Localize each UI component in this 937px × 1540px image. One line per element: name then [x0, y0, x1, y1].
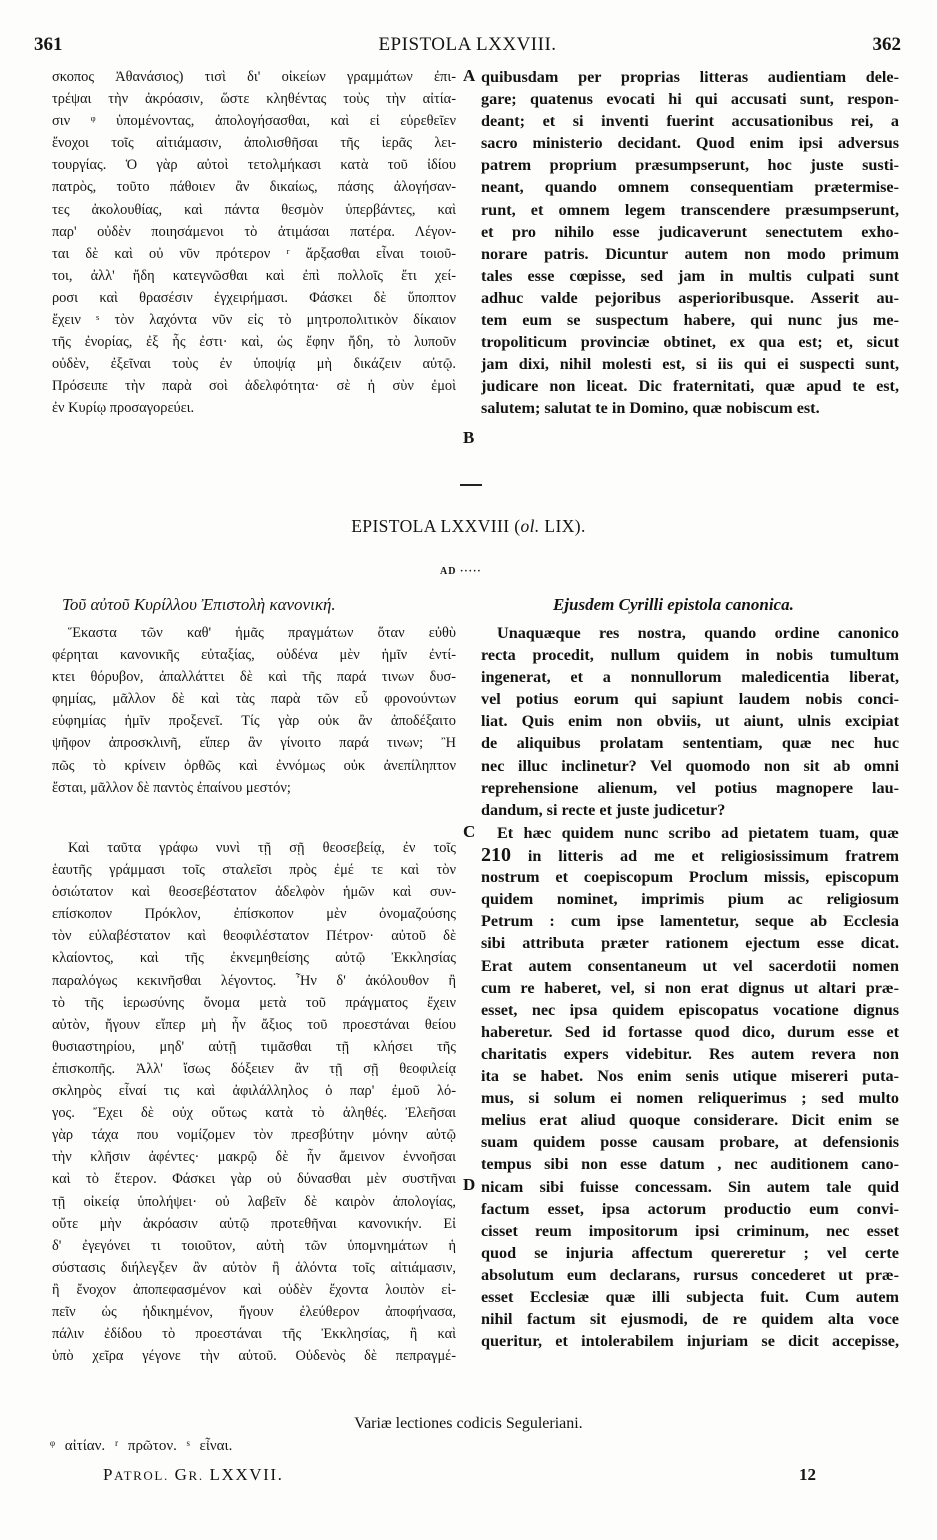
text-line: de aliquibus prolatam sententiam, quæ nec huc	[481, 734, 899, 753]
text-line	[481, 844, 899, 866]
text-line: deant; et si inventi fuerint accusationibus rei, a	[481, 112, 899, 131]
text-line: ita se habet. Nos enim senis utique misereri puta-	[481, 1067, 899, 1086]
text-line: salutem; salutat te in Domino, quæ nobiscum est.	[481, 399, 820, 418]
text-line: suam quidem posse causam probare, at defensionis	[481, 1133, 899, 1152]
text-line: εὐφημίας ἡμῖν προξενεῖ. Τίς γὰρ οὐκ ἂν ἀποδέξαιτο	[52, 713, 456, 730]
text-line: φέρηται κανονικῆς εὐταξίας, οὐδένα μὲν ἡμῖν ἐντί-	[52, 647, 456, 664]
text-line: ἑαυτῆς γράμμασι τοῖς σταλεῖσι πρὸς ἐμέ τε καὶ τὸν	[52, 862, 456, 879]
text-line: παραλόγως κεκινῆσθαι λέγοντος. Ἦν δ' ἀκόλουθον ἢ	[52, 972, 456, 989]
text-line: tales esse cœpisse, sed jam in multis culpati sunt	[481, 266, 899, 285]
text-line: σκληρὸς εἶναί τις καὶ ἀφιλάλληλος ὁ παρ' ἐμοῦ λό-	[52, 1083, 456, 1100]
text-line: πάλιν ἐδίδου τὸ προεστάναι τῆς Ἐκκλησίας, ἢ καὶ	[52, 1326, 456, 1343]
variant-readings-heading: Variæ lectiones codicis Seguleriani.	[354, 1415, 583, 1432]
text-line: liat. Quis enim non obviis, ut aiunt, ulnis excipiat	[481, 712, 899, 731]
footer-patrol-initial: P	[103, 1465, 115, 1484]
text-line: sacro ministerio decidant. Quod enim ipsi adversus	[481, 134, 899, 153]
footer-gr-initial: G	[168, 1465, 189, 1484]
text-line: σύστασις διήλεγξεν ἂν αὐτὸν ἢ ἁλόντα τοῖς αἰτιάμασιν,	[52, 1259, 456, 1276]
text-line: reprehensione alienum, vel potius magnopere lau-	[481, 778, 899, 797]
text-line: nihil factum sit ejusmodi, de re quidem alta voce	[481, 1310, 899, 1329]
text-line: ἔνοχοι τοῖς αἰτιάμασιν, ἀπολισθῆσαι τῆς ἱερᾶς λει-	[52, 135, 456, 152]
margin-marker-d: D	[463, 1175, 476, 1194]
text-line: φημίας, μᾶλλον δὲ καὶ τὰς παρὰ τῶν εὖ φρονούντων	[52, 691, 456, 708]
title-ol: ol.	[520, 516, 540, 536]
text-line: επίσκοπον Πρόκλον, ἐπίσκοπον μὲν ὀνομαζούσης	[52, 906, 456, 923]
text-line: γὰρ τάχα που νομίζομεν τὸν πρεσβύτην μόνην αὐτῷ	[52, 1127, 456, 1144]
text-line: αὐτὸν, ἤγουν εἴπερ μὴ ἦν ἄξιος τοῦ προεστάναι θείου	[52, 1016, 456, 1033]
text-line: πῶς τὸ κρίνειν ὀρθῶς καὶ ἐννόμως οὐκ ἀνεπίληπτον	[52, 757, 456, 774]
text-line: ἢ ἔνοχον ἀποπεφασμένον καὶ οὐδὲν ἔχοντα λοιπὸν εἰ-	[52, 1281, 456, 1298]
text-line: haberetur. Sed id fortasse quod dico, durum esse et	[481, 1022, 899, 1041]
text-line: ται δὲ καὶ οὐ νῦν πρότερον ʳ ἄρξασθαι εἶναι τοιοῦ-	[52, 245, 456, 262]
title-rest: LIX).	[539, 516, 586, 536]
text-line: τῆς ἐνορίας, ἐξ ἧς ἐστι· καὶ, ὡς ἔφην ἤδη, τὸ λυποῦν	[52, 334, 456, 351]
top-latin-column	[481, 66, 899, 420]
text-line: τοι, ἀλλ' ἤδη κατεγνῶσθαι καὶ ἐπὶ πολλοῖς ἔτι χεί-	[52, 267, 456, 284]
text-line: jam dixi, nihil molesti est, si iis qui ei suspecti sunt,	[481, 355, 899, 374]
title-main: EPISTOLA LXXVIII (	[351, 516, 521, 536]
text-line: Erat autem consentaneum ut vel sacerdotii nomen	[481, 956, 899, 975]
text-line: κτει θόρυβον, ἀπαλλάττει δὲ καὶ τῆς παρά τινων δυσ-	[52, 669, 456, 686]
text-line: nostrum et coepiscopum Proclum missis, episcopum	[481, 868, 899, 887]
text-line: καὶ τὸ ἕτερον. Φάσκει γὰρ οὐ δύνασθαι μὲν συστῆναι	[52, 1171, 456, 1188]
text-line: runt, et omnem legem transcendere præsumpserunt,	[481, 200, 899, 219]
text-line: esset, nec ipsa quidem episcopatus vocatione dignus	[481, 1000, 899, 1019]
text-line: τῇ οἰκείᾳ ὑπολήψει· οὐ λαβεῖν δὲ καιρὸν ἀπολογίας,	[52, 1193, 456, 1210]
section-divider	[460, 484, 482, 486]
text-line: judicare non liceat. Dic fraternitati, quæ apud te est,	[481, 377, 899, 396]
column-number: 210	[481, 844, 511, 867]
title-ad: AD ·····	[440, 566, 482, 577]
text-line: et pro nihilo esse judicaverunt senectutem exho-	[481, 222, 899, 241]
text-line: Et hæc quidem nunc scribo ad pietatem tuam, quæ	[497, 824, 899, 842]
text-line: Petrum : cum ipse lamentetur, seque ab Ecclesia	[481, 912, 899, 931]
text-line: patrem proprium præsumpserunt, hoc juste susti-	[481, 156, 899, 175]
text-line: charitatis expers videbitur. Res autem revera non	[481, 1044, 899, 1063]
text-line: ὁσιώτατον καὶ θεοσεβέστατον ἀδελφὸν ἡμῶν καὶ συν-	[52, 884, 456, 901]
text-line: τὴν κλῆσιν ἀφέντες· μακρῷ δὲ ἦν ἄμεινον ἐννοῆσαι	[52, 1149, 456, 1166]
text-line: πεῖν ὡς ἠδικημένον, ἤγουν ἐλεύθερον ἀποφήνασα,	[52, 1303, 456, 1320]
text-line: melius erat aliud quoque considerare. Dicit enim se	[481, 1111, 899, 1130]
latin-paragraph-2	[481, 822, 899, 1352]
latin-heading: Ejusdem Cyrilli epistola canonica.	[553, 595, 794, 614]
text-line: τὸν εὐλαβέστατον καὶ θεοφιλέστατον Πέτρον· αὐτοῦ δὲ	[52, 928, 456, 945]
text-line: vel potius eorum qui sapiunt laudem nobis conci-	[481, 690, 899, 709]
text-line: γος. Ἔχει δὲ οὐχ οὕτως κατὰ τὸ ἀληθές. Ἐλεῆσαι	[52, 1105, 456, 1122]
text-line: θυσιαστηρίου, μηδ' αὐτῇ τιμᾶσθαι τῇ κλήσει τῆς	[52, 1038, 456, 1055]
text-line: tempus sibi non esse datum , nec auditionem cano-	[481, 1155, 899, 1174]
footer-gr-rest: R.	[188, 1468, 204, 1483]
text-line: dandum, si recte et juste judicetur?	[481, 800, 726, 819]
text-line: τρέψαι τὴν ἀκρόασιν, ὥστε κληθέντας τοὺς τὴν αἰτία-	[52, 91, 456, 108]
text-line: πατρὸς, τοῦτο πάθοιεν ἂν δικαίως, πάσης ἀλογήσαν-	[52, 179, 456, 196]
epistle-title	[0, 516, 937, 537]
text-line: adhuc valde pejoribus asperioribusque. Asserit au-	[481, 288, 899, 307]
margin-marker-b: B	[463, 428, 475, 447]
text-line: tropoliticum provinciæ obtinet, ex qua est; et, sicut	[481, 333, 899, 352]
footer-volume-number: LXXVII.	[203, 1465, 284, 1484]
text-line: τὸ τῆς ἱερωσύνης ὄνομα μετὰ τοῦ πράγματος ἔχειν	[52, 994, 456, 1011]
text-line: cum re haberet, vel, si non erat dignus ut altari præ-	[481, 978, 899, 997]
text-line: quibusdam per proprias litteras audientiam dele-	[481, 68, 899, 86]
text-line: sibi attributa præter rationem ejectum esse dicat.	[481, 934, 899, 953]
margin-marker-c: C	[463, 822, 476, 841]
page-number-right: 362	[872, 34, 901, 55]
text-line: οὔτε μὴν ἀκρόασιν αὐτῷ προτεθῆναι κανονικήν. Εἰ	[52, 1215, 456, 1232]
footer-patrol-rest: ATROL.	[114, 1468, 169, 1483]
signature-mark: 12	[799, 1465, 816, 1484]
text-line: neant, quando omnem consequentiam prætermise-	[481, 178, 899, 197]
text-line: ὑπὸ χεῖρα γέγονε τὴν αὐτοῦ. Οὐδενὸς δὲ πεπραγμέ-	[52, 1348, 456, 1365]
text-line: nec illuc inclinetur? Vel quomodo non sit ab omni	[481, 756, 899, 775]
text-line: norare patris. Dicuntur autem non modo primum	[481, 244, 899, 263]
text-line: οὐδὲν, ἐξεῖναι τοὺς ἐν ὑποψίᾳ μὴ δικάζειν αὐτῷ.	[52, 356, 456, 373]
greek-paragraph-2	[52, 837, 456, 1367]
text-line-rest: in litteris ad me et religiosissimum fratrem	[511, 847, 899, 866]
text-line: ἔσται, μᾶλλον δὲ παντὸς ἐπαίνου μεστόν;	[52, 779, 291, 796]
text-line: quidem nominet, imprimis pium ac religiosum	[481, 890, 899, 909]
text-line: quod se injuria affectum quereretur ; vel certe	[481, 1243, 899, 1262]
text-line: σκοπος Ἀθανάσιος) τισὶ δι' οἰκείων γραμμάτων ἐπι-	[52, 69, 456, 85]
text-line: ingenerat, et a nonnullorum maledicentia liberat,	[481, 668, 899, 687]
text-line: Πρόσειπε τὴν παρὰ σοὶ ἀδελφότητα· σὲ ἡ σὺν ἐμοὶ	[52, 378, 456, 395]
text-line: tem eum se suspectum habere, qui nunc jus me-	[481, 311, 899, 330]
text-line: Unaquæque res nostra, quando ordine canonico	[497, 624, 899, 642]
text-line: mus, si solum ei nomen reliquerimus ; sed multo	[481, 1089, 899, 1108]
variant-readings: ᵠ αἰτίαν. ʳ πρῶτον. ˢ εἶναι.	[50, 1438, 233, 1454]
text-line: σιν ᵠ ὑπομένοντας, ἀπολογήσασθαι, καὶ εἰ εὑρεθεῖεν	[52, 113, 456, 130]
running-header	[34, 34, 901, 60]
text-line: κλαίοντος, καὶ τῆς ἐκνεμηθείσης αὐτῷ Ἐκκλησίας	[52, 950, 456, 967]
text-line: τουργίας. Ὁ γὰρ αὐτοὶ τετολμήκασι κατὰ τοῦ ἰδίου	[52, 157, 456, 174]
running-title: EPISTOLA LXXVIII.	[378, 34, 557, 55]
text-line: esset Ecclesiæ quæ illi subjecta fuit. Cum autem	[481, 1287, 899, 1306]
text-line: ροσι καὶ θρασέσιν ἐγχειρήμασι. Φάσκει δὲ ὕποπτον	[52, 289, 456, 306]
footer-volume	[103, 1465, 284, 1485]
greek-paragraph-1	[52, 622, 456, 799]
greek-heading: Τοῦ αὐτοῦ Κυρίλλου Ἐπιστολὴ κανονική.	[62, 595, 336, 614]
text-line: δ' ἐγεγόνει τι τοιοῦτον, αὐτὴ τῶν ὑπομνημάτων ἡ	[52, 1237, 456, 1254]
latin-paragraph-1	[481, 622, 899, 821]
page-number-left: 361	[34, 34, 63, 55]
margin-marker-a: A	[463, 66, 476, 85]
text-line: ψῆφον ἀπροσκλινῆ, εἴπερ ἂν γίνοιτο παρά τινων; Ἢ	[52, 735, 456, 752]
text-line: ἐν Κυρίῳ προσαγορεύει.	[52, 400, 195, 417]
text-line: gare; quatenus evocati hi qui accusati sunt, respon-	[481, 90, 899, 109]
text-line: absolutum eum declarans, rursus concederet ut præ-	[481, 1265, 899, 1284]
text-line: τες ἀκολουθίας, καὶ πάντα θεσμὸν ὑπερβάντες, καὶ	[52, 201, 456, 218]
text-line: παρ' οὐδὲν ποιησάμενοι τὸ ἀτιμάσαι πατέρα. Λέγον-	[52, 223, 456, 240]
text-line: queritur, et intolerabilem injuriam se dicit accepisse,	[481, 1332, 899, 1351]
text-line: factum esset, ipsa actorum productio eum convi-	[481, 1199, 899, 1218]
text-line: recta procedit, nullum quidem in nobis tumultum	[481, 646, 899, 665]
text-line: Ἕκαστα τῶν καθ' ἡμᾶς πραγμάτων ὅταν εὐθὺ	[68, 625, 456, 641]
top-greek-column	[52, 66, 456, 420]
text-line: ἐπισκοπῆς. Ἀλλ' ἴσως δόξειεν ἂν τῇ σῇ θεοφιλείᾳ	[52, 1060, 456, 1077]
text-line: cisset reum impositorum ipsi criminum, nec esset	[481, 1221, 899, 1240]
text-line: Καὶ ταῦτα γράφω νυνὶ τῇ σῇ θεοσεβείᾳ, ἐν τοῖς	[68, 840, 456, 856]
text-line: ἔχειν ˢ τὸν λαχόντα νῦν εἰς τὸ μητροπολιτικὸν δίκαιον	[52, 312, 456, 329]
text-line: nicam sibi fuisse concessam. Sin autem tale quid	[481, 1177, 899, 1196]
